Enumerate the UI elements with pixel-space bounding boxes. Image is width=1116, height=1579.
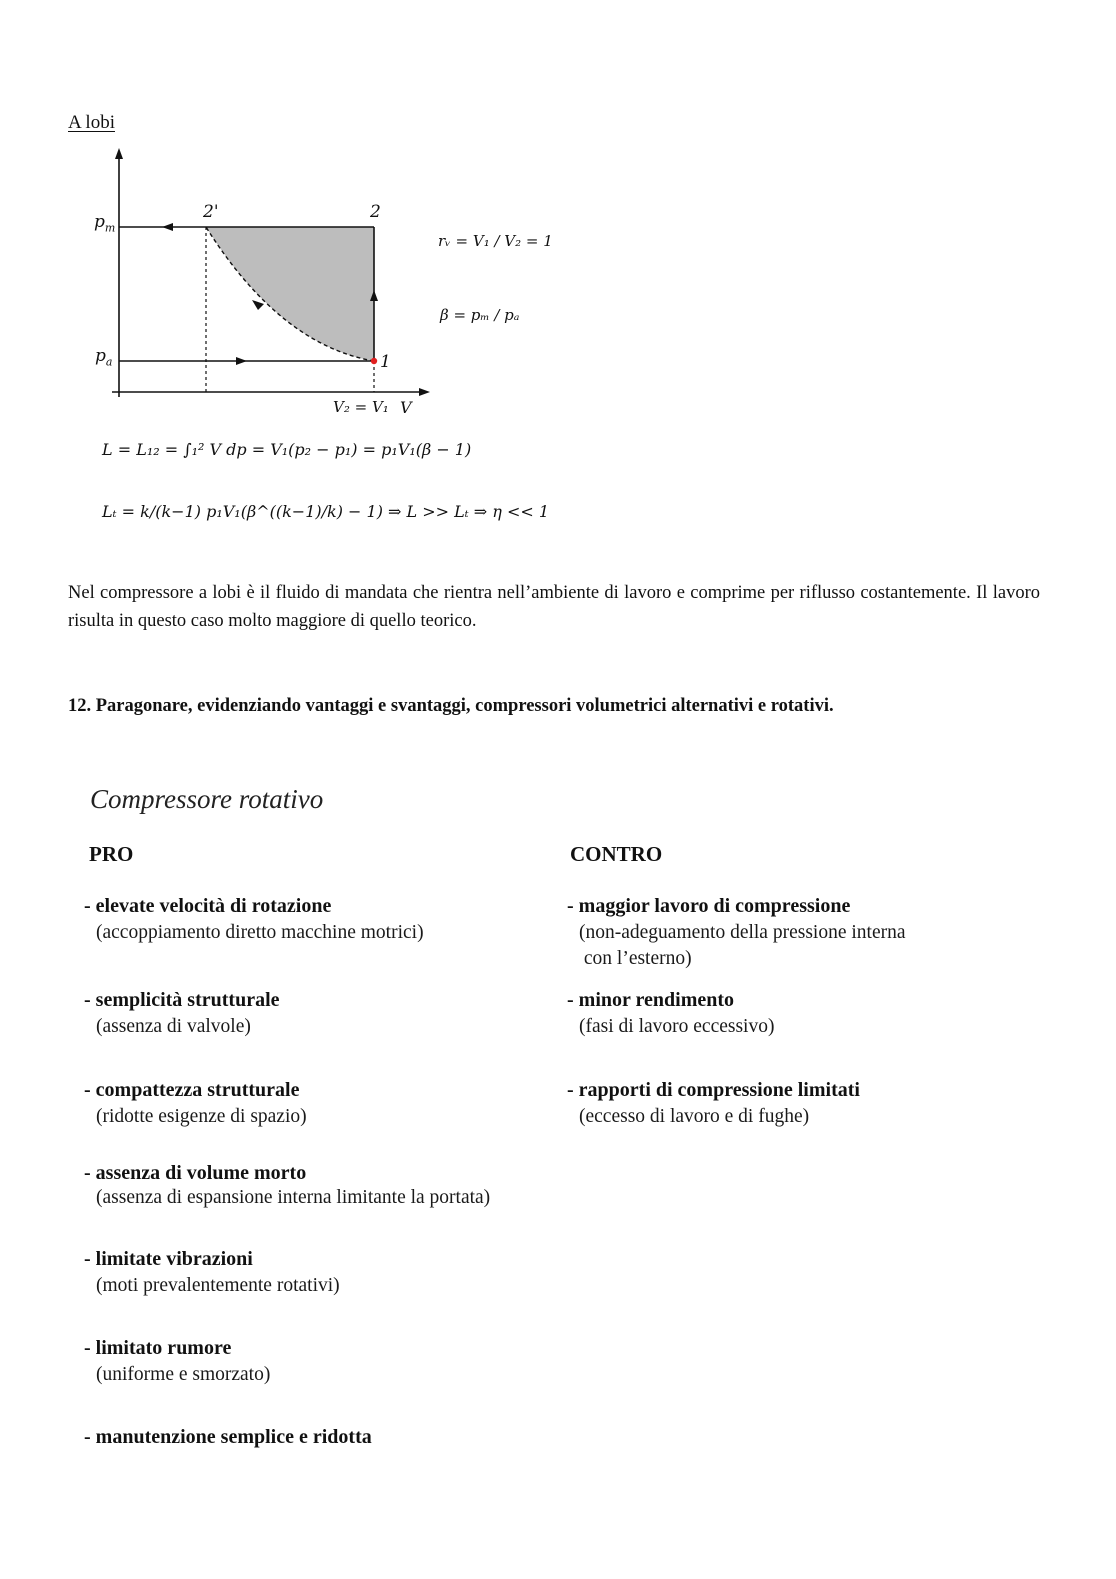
pro-item-desc: (assenza di valvole) bbox=[96, 1016, 251, 1037]
work-equation: L = L₁₂ = ∫₁² V dp = V₁(p₂ − p₁) = p₁V₁(β − 1) bbox=[102, 440, 472, 459]
pro-item bbox=[84, 1337, 270, 1386]
x-axis-arrow bbox=[419, 388, 430, 396]
theoretical-work-equation: Lₜ = k/(k−1) p₁V₁(β^((k−1)/k) − 1) ⇒ L >> Lₜ ⇒ η << 1 bbox=[102, 502, 550, 521]
pro-item-desc: (accoppiamento diretto macchine motrici) bbox=[96, 922, 424, 943]
contro-item bbox=[567, 989, 774, 1038]
pro-item-title: - limitato rumore bbox=[84, 1337, 232, 1359]
label-point-2prime: 2' bbox=[203, 202, 219, 222]
label-point-1: 1 bbox=[380, 352, 391, 372]
contro-item-title: - maggior lavoro di compressione bbox=[567, 895, 851, 917]
pro-item-title: - elevate velocità di rotazione bbox=[84, 895, 332, 917]
pro-heading: PRO bbox=[89, 842, 134, 866]
contro-item-title: - minor rendimento bbox=[567, 989, 735, 1011]
work-area bbox=[206, 227, 374, 361]
pro-item bbox=[84, 989, 280, 1038]
pro-item-title: - manutenzione semplice e ridotta bbox=[84, 1426, 372, 1448]
pro-item bbox=[84, 1426, 372, 1449]
pm-arrow bbox=[162, 223, 173, 231]
body-paragraph: Nel compressore a lobi è il fluido di mandata che rientra nell’ambiente di lavoro e comprime per riflusso costantemente. Il lavoro risulta in questo caso molto maggiore di quello teorico. bbox=[68, 583, 1040, 631]
pro-item-desc: (moti prevalentemente rotativi) bbox=[96, 1275, 340, 1296]
point-1-marker bbox=[371, 358, 377, 364]
comparison-title: Compressore rotativo bbox=[90, 784, 324, 814]
rv-formula: rᵥ = V₁ / V₂ = 1 bbox=[438, 232, 553, 250]
label-point-2: 2 bbox=[370, 202, 381, 222]
contro-item-desc: (eccesso di lavoro e di fughe) bbox=[579, 1106, 810, 1127]
pro-item bbox=[84, 1248, 340, 1297]
question-12: 12. Paragonare, evidenziando vantaggi e svantaggi, compressori volumetrici alternativi e rotativi. bbox=[68, 696, 834, 716]
label-pm: $p_m$ bbox=[94, 212, 116, 235]
contro-item-title: - rapporti di compressione limitati bbox=[567, 1079, 860, 1101]
pro-item-desc: (ridotte esigenze di spazio) bbox=[96, 1106, 307, 1127]
contro-item-desc: con l’esterno) bbox=[579, 948, 692, 969]
pro-item-title: - limitate vibrazioni bbox=[84, 1248, 253, 1270]
section-title: A lobi bbox=[68, 112, 115, 133]
label-pa: $p_a$ bbox=[95, 346, 113, 369]
contro-item bbox=[567, 895, 906, 970]
pro-item-title: - semplicità strutturale bbox=[84, 989, 280, 1011]
beta-formula: β = pₘ / pₐ bbox=[440, 306, 520, 324]
contro-item bbox=[567, 1079, 860, 1128]
pro-item-desc: (uniforme e smorzato) bbox=[96, 1364, 271, 1385]
pro-item bbox=[84, 1162, 490, 1209]
pro-item-title: - assenza di volume morto bbox=[84, 1162, 307, 1184]
pro-item bbox=[84, 1079, 307, 1128]
pa-arrow bbox=[236, 357, 247, 365]
pv-diagram bbox=[80, 140, 540, 560]
contro-item-desc: (non-adeguamento della pressione interna bbox=[579, 922, 906, 943]
label-x-axis: V bbox=[400, 398, 412, 417]
curve-arrow bbox=[252, 300, 264, 310]
contro-item-desc: (fasi di lavoro eccessivo) bbox=[579, 1016, 775, 1037]
label-x-v2-v1: V₂ = V₁ bbox=[333, 398, 389, 416]
pro-item-desc: (assenza di espansione interna limitante la portata) bbox=[96, 1187, 491, 1208]
contro-heading: CONTRO bbox=[570, 842, 663, 866]
y-axis-arrow bbox=[115, 148, 123, 159]
pro-item bbox=[84, 895, 424, 944]
pro-item-title: - compattezza strutturale bbox=[84, 1079, 300, 1101]
